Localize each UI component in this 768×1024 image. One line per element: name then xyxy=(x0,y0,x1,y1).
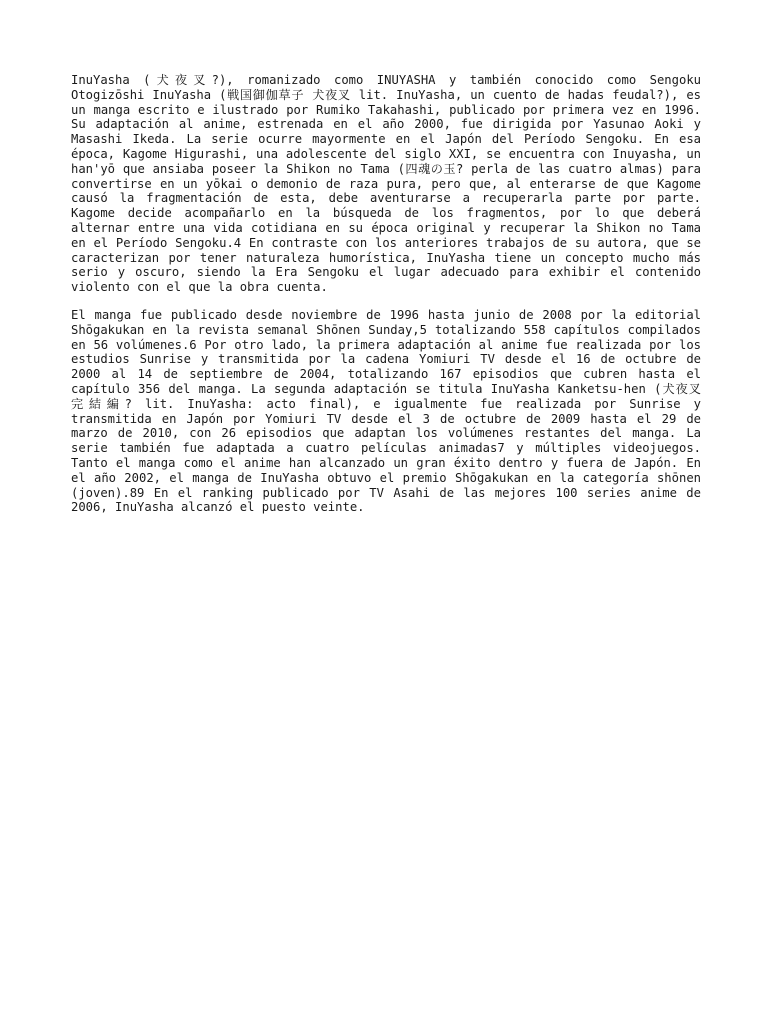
paragraph-intro: InuYasha (犬夜叉?), romanizado como INUYASHA y también conocido como Sengoku Otogizōshi InuYasha (戦国御伽草子 犬夜叉 lit. InuYasha, un cuento de hadas feudal?), es un manga escrito e ilustrado por Rumiko Takahashi, publicado por primera vez en 1996. Su adaptación al anime, estrenada en el año 2000, fue dirigida por Yasunao Aoki y Masashi Ikeda. La serie ocurre mayormente en el Japón del Período Sengoku. En esa época, Kagome Higurashi, una adolescente del siglo XXI, se encuentra con Inuyasha, un han'yō que ansiaba poseer la Shikon no Tama (四魂の玉? perla de las cuatro almas) para convertirse en un yōkai o demonio de raza pura, pero que, al enterarse de que Kagome causó la fragmentación de esta, debe aventurarse a recuperarla parte por parte. Kagome decide acompañarlo en la búsqueda de los fragmentos, por lo que deberá alternar entre una vida cotidiana en su época original y recuperar la Shikon no Tama en el Período Sengoku.4 En contraste con los anteriores trabajos de su autora, que se caracterizan por tener naturaleza humorística, InuYasha tiene un concepto mucho más serio y oscuro, siendo la Era Sengoku el lugar adecuado para exhibir el contenido violento con el que la obra cuenta. xyxy=(71,73,701,295)
paragraph-publication: El manga fue publicado desde noviembre de 1996 hasta junio de 2008 por la editorial Shōgakukan en la revista semanal Shōnen Sunday,5 totalizando 558 capítulos compilados en 56 volúmenes.6 Por otro lado, la primera adaptación al anime fue realizada por los estudios Sunrise y transmitida por la cadena Yomiuri TV desde el 16 de octubre de 2000 al 14 de septiembre de 2004, totalizando 167 episodios que cubren hasta el capítulo 356 del manga. La segunda adaptación se titula InuYasha Kanketsu-hen (犬夜叉 完結編? lit. InuYasha: acto final), e igualmente fue realizada por Sunrise y transmitida en Japón por Yomiuri TV desde el 3 de octubre de 2009 hasta el 29 de marzo de 2010, con 26 episodios que adaptan los volúmenes restantes del manga. La serie también fue adaptada a cuatro películas animadas7 y múltiples videojuegos. Tanto el manga como el anime han alcanzado un gran éxito dentro y fuera de Japón. En el año 2002, el manga de InuYasha obtuvo el premio Shōgakukan en la categoría shōnen (joven).89 En el ranking publicado por TV Asahi de las mejores 100 series anime de 2006, InuYasha alcanzó el puesto veinte. xyxy=(71,307,701,515)
document-body xyxy=(71,73,701,528)
